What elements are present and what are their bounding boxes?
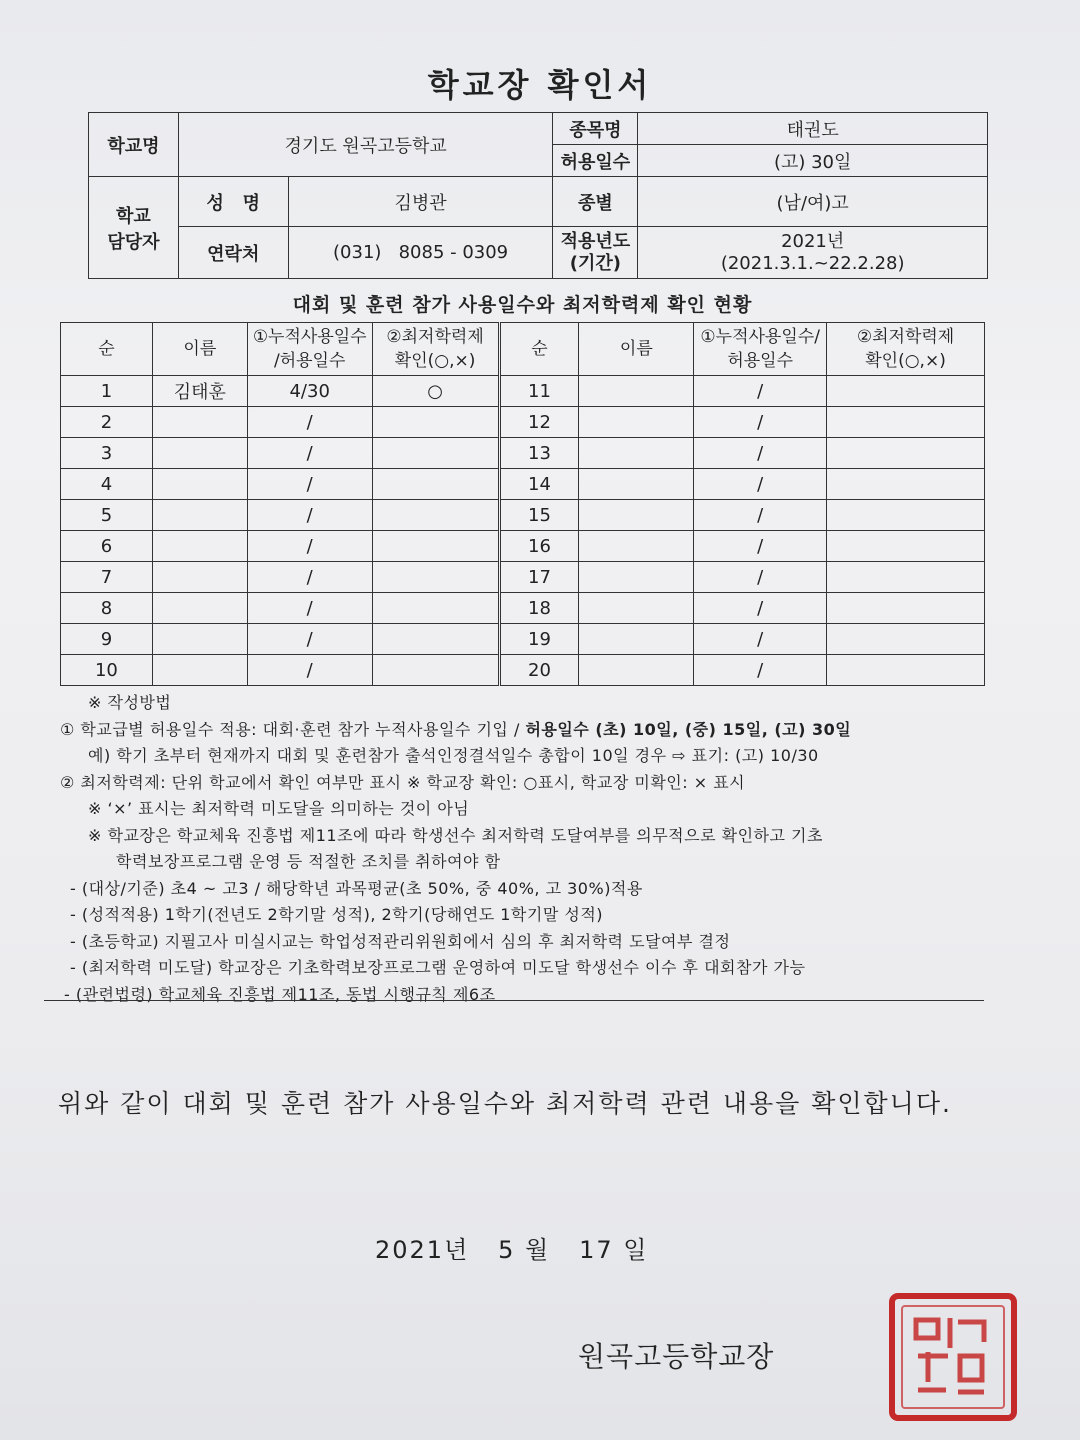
manager-name: 김병관 bbox=[288, 177, 553, 227]
table-cell: 5 bbox=[61, 500, 153, 531]
note-1: ① 학교급별 허용일수 적용: 대회·훈련 참가 누적사용일수 기입 / 허용일수 (초) 10일, (중) 15일, (고) 30일 bbox=[60, 719, 852, 739]
table-cell: / bbox=[247, 531, 372, 562]
manager-label: 학교 담당자 bbox=[89, 177, 179, 279]
table-cell: 4/30 bbox=[247, 376, 372, 407]
table-subtitle: 대회 및 훈련 참가 사용일수와 최저학력제 확인 현황 bbox=[292, 294, 753, 316]
table-row bbox=[61, 624, 985, 655]
table-cell bbox=[579, 624, 694, 655]
table-cell: 16 bbox=[499, 531, 579, 562]
table-cell: / bbox=[694, 376, 827, 407]
table-cell bbox=[579, 376, 694, 407]
year-text: 2021년 bbox=[781, 230, 845, 252]
table-row bbox=[61, 593, 985, 624]
table-cell: 20 bbox=[499, 655, 579, 686]
note-1-example: 예) 학기 초부터 현재까지 대회 및 훈련참가 출석인정결석일수 총합이 10일 경우 ⇨ 표기: (고) 10/30 bbox=[88, 746, 819, 765]
table-cell: / bbox=[694, 500, 827, 531]
year-value bbox=[638, 227, 988, 279]
table-row bbox=[61, 469, 985, 500]
table-cell: / bbox=[247, 469, 372, 500]
header-used-days: ①누적사용일수 /허용일수 bbox=[247, 323, 372, 376]
table-cell bbox=[372, 655, 499, 686]
table-cell: 2 bbox=[61, 407, 153, 438]
principal-signature-line: 원곡고등학교장 bbox=[578, 1340, 775, 1373]
table-row bbox=[61, 500, 985, 531]
period-text: (2021.3.1.~22.2.28) bbox=[720, 252, 905, 274]
table-cell bbox=[152, 655, 247, 686]
table-cell: / bbox=[247, 593, 372, 624]
table-cell: 3 bbox=[61, 438, 153, 469]
table-cell bbox=[152, 593, 247, 624]
table-cell bbox=[372, 562, 499, 593]
table-cell: / bbox=[247, 624, 372, 655]
table-cell bbox=[579, 593, 694, 624]
table-cell bbox=[372, 407, 499, 438]
confirmation-statement: 위와 같이 대회 및 훈련 참가 사용일수와 최저학력 관련 내용을 확인합니다. bbox=[58, 1089, 952, 1118]
table-cell bbox=[827, 469, 985, 500]
school-name: 경기도 원곡고등학교 bbox=[178, 113, 553, 177]
table-cell: / bbox=[694, 407, 827, 438]
table-cell: / bbox=[247, 438, 372, 469]
note-2: ② 최저학력제: 단위 학교에서 확인 여부만 표시 ※ 학교장 확인: ○표시, 학교장 미확인: × 표시 bbox=[60, 772, 746, 792]
table-cell: / bbox=[694, 624, 827, 655]
divider-line bbox=[44, 1000, 984, 1001]
allowed-days-value: (고) 30일 bbox=[638, 145, 988, 177]
table-cell: 11 bbox=[499, 376, 579, 407]
table-cell: ○ bbox=[372, 376, 499, 407]
allowed-days-label: 허용일수 bbox=[553, 145, 638, 177]
table-cell: 14 bbox=[499, 469, 579, 500]
year-label: 적용년도 (기간) bbox=[553, 227, 638, 279]
detail-2: - (성적적용) 1학기(전년도 2학기말 성적), 2학기(당해연도 1학기말 성적) bbox=[70, 905, 604, 924]
document-title: 학교장 확인서 bbox=[427, 66, 653, 104]
table-cell: 8 bbox=[61, 593, 153, 624]
table-cell: 12 bbox=[499, 407, 579, 438]
table-cell bbox=[152, 562, 247, 593]
table-cell: / bbox=[247, 407, 372, 438]
table-cell bbox=[827, 655, 985, 686]
header-name-2: 이름 bbox=[579, 323, 694, 376]
table-cell bbox=[152, 438, 247, 469]
table-cell: / bbox=[247, 655, 372, 686]
table-cell bbox=[579, 655, 694, 686]
table-cell: / bbox=[247, 562, 372, 593]
table-cell: 김태훈 bbox=[152, 376, 247, 407]
table-cell bbox=[579, 531, 694, 562]
header-no: 순 bbox=[61, 323, 153, 376]
table-cell: 10 bbox=[61, 655, 153, 686]
sport-value: 태권도 bbox=[638, 113, 988, 145]
table-cell: / bbox=[694, 655, 827, 686]
table-cell bbox=[152, 500, 247, 531]
table-cell: 4 bbox=[61, 469, 153, 500]
gender-label: 종별 bbox=[553, 177, 638, 227]
note-4-cont: 학력보장프로그램 운영 등 적절한 조치를 취하여야 함 bbox=[116, 852, 501, 871]
table-cell bbox=[827, 438, 985, 469]
table-cell: / bbox=[694, 438, 827, 469]
name-label: 성 명 bbox=[178, 177, 288, 227]
table-row bbox=[61, 531, 985, 562]
official-seal-icon bbox=[888, 1292, 1018, 1422]
table-row bbox=[61, 438, 985, 469]
table-row bbox=[61, 407, 985, 438]
table-cell: / bbox=[247, 500, 372, 531]
table-cell bbox=[827, 593, 985, 624]
table-cell: 19 bbox=[499, 624, 579, 655]
school-info-table bbox=[88, 112, 988, 279]
contact-label: 연락처 bbox=[178, 227, 288, 279]
table-cell bbox=[827, 562, 985, 593]
table-cell: 9 bbox=[61, 624, 153, 655]
table-cell: / bbox=[694, 593, 827, 624]
table-cell bbox=[579, 469, 694, 500]
table-cell bbox=[372, 624, 499, 655]
table-row bbox=[61, 655, 985, 686]
detail-1: - (대상/기준) 초4 ~ 고3 / 해당학년 과목평균(초 50%, 중 40%, 고 30%)적용 bbox=[70, 878, 643, 898]
participation-table bbox=[60, 322, 985, 686]
detail-3: - (초등학교) 지필고사 미실시교는 학업성적관리위원회에서 심의 후 최저학력 도달여부 결정 bbox=[70, 931, 731, 951]
table-header-row bbox=[61, 323, 985, 376]
table-cell: 15 bbox=[499, 500, 579, 531]
school-label: 학교명 bbox=[89, 113, 179, 177]
table-cell bbox=[579, 500, 694, 531]
table-cell bbox=[827, 624, 985, 655]
header-name: 이름 bbox=[152, 323, 247, 376]
table-cell bbox=[372, 469, 499, 500]
note-4: ※ 학교장은 학교체육 진흥법 제11조에 따라 학생선수 최저학력 도달여부를 의무적으로 확인하고 기초 bbox=[88, 825, 823, 845]
table-cell bbox=[152, 531, 247, 562]
notes-heading: ※ 작성방법 bbox=[88, 693, 172, 712]
header-min-academic: ②최저학력제 확인(○,×) bbox=[372, 323, 499, 376]
table-cell bbox=[372, 500, 499, 531]
issue-date: 2021년 5 월 17 일 bbox=[375, 1236, 649, 1264]
table-cell: 6 bbox=[61, 531, 153, 562]
header-min-academic-2: ②최저학력제 확인(○,×) bbox=[827, 323, 985, 376]
table-cell: 7 bbox=[61, 562, 153, 593]
table-cell bbox=[827, 376, 985, 407]
table-cell bbox=[827, 500, 985, 531]
table-cell: 1 bbox=[61, 376, 153, 407]
table-cell bbox=[827, 531, 985, 562]
table-cell: 18 bbox=[499, 593, 579, 624]
header-no-2: 순 bbox=[499, 323, 579, 376]
table-row bbox=[61, 376, 985, 407]
sport-label: 종목명 bbox=[553, 113, 638, 145]
table-cell bbox=[579, 407, 694, 438]
table-cell bbox=[152, 624, 247, 655]
table-cell bbox=[579, 562, 694, 593]
table-cell bbox=[372, 438, 499, 469]
table-cell bbox=[579, 438, 694, 469]
table-cell bbox=[152, 469, 247, 500]
table-cell: 17 bbox=[499, 562, 579, 593]
table-row bbox=[61, 562, 985, 593]
detail-4: - (최저학력 미도달) 학교장은 기초학력보장프로그램 운영하여 미도달 학생선수 이수 후 대회참가 가능 bbox=[70, 958, 806, 977]
table-cell bbox=[372, 531, 499, 562]
writing-instructions bbox=[60, 690, 990, 1008]
detail-5: - (관련법령) 학교체육 진흥법 제11조, 동법 시행규칙 제6조 bbox=[64, 984, 496, 1004]
gender-value: (남/여)고 bbox=[638, 177, 988, 227]
table-cell bbox=[827, 407, 985, 438]
table-cell: / bbox=[694, 562, 827, 593]
table-cell: / bbox=[694, 469, 827, 500]
table-cell: 13 bbox=[499, 438, 579, 469]
table-cell bbox=[372, 593, 499, 624]
table-cell: / bbox=[694, 531, 827, 562]
note-3: ※ ‘×’ 표시는 최저학력 미도달을 의미하는 것이 아님 bbox=[88, 799, 470, 818]
header-used-days-2: ①누적사용일수/ 허용일수 bbox=[694, 323, 827, 376]
contact-value: (031) 8085 - 0309 bbox=[288, 227, 553, 279]
table-cell bbox=[152, 407, 247, 438]
